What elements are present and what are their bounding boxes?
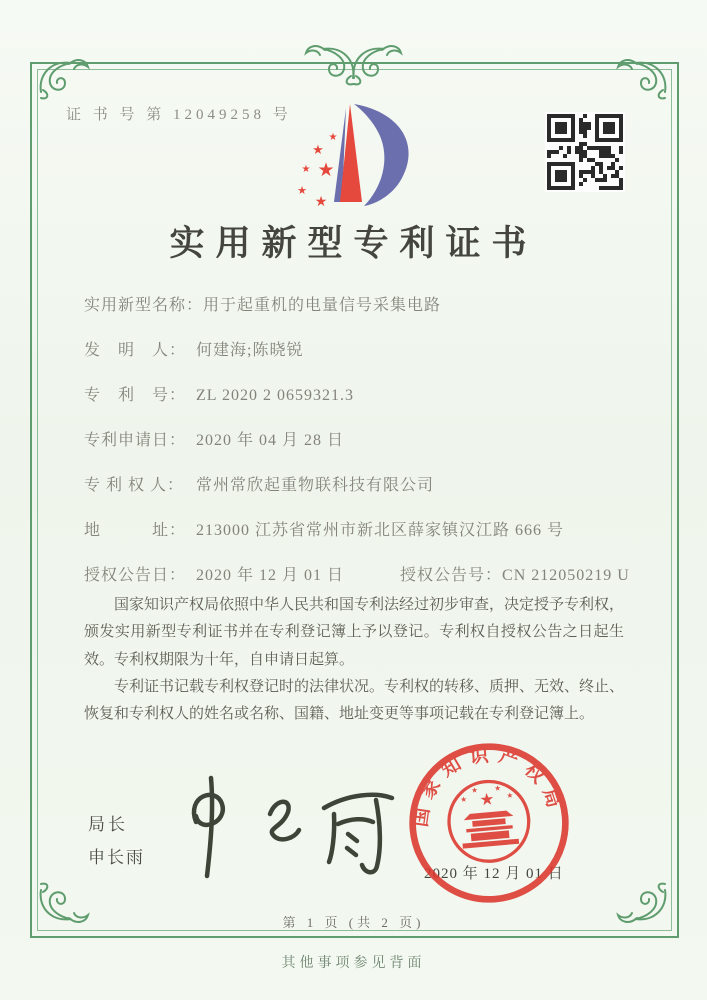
field-label: 专 利 号：	[84, 387, 187, 404]
reverse-side-note: 其他事项参见背面	[281, 956, 426, 971]
field-label: 专 利 权 人：	[84, 477, 185, 494]
field-label: 专利申请日：	[84, 432, 187, 449]
field-row	[84, 339, 655, 384]
statutory-text	[84, 592, 624, 728]
paragraph: 专利证书记载专利权登记时的法律状况。专利权的转移、质押、无效、终止、恢复和专利权人的姓名或名称、国籍、地址变更等事项记载在专利登记簿上。	[84, 678, 625, 723]
field-value: 何建海;陈晓锐	[196, 342, 304, 359]
field-row	[84, 429, 655, 474]
grant-date-label: 授权公告日：	[84, 567, 187, 584]
flourish-icon	[616, 56, 668, 100]
svg-text:★: ★	[297, 184, 307, 197]
field-row	[84, 384, 655, 429]
flourish-icon	[38, 56, 90, 100]
flourish-icon	[304, 42, 356, 86]
field-row	[84, 294, 655, 339]
svg-text:★: ★	[478, 789, 496, 810]
svg-text:★: ★	[317, 159, 335, 181]
svg-text:★: ★	[506, 790, 514, 801]
svg-text:★: ★	[301, 164, 311, 175]
cnipa-official-seal	[399, 733, 579, 913]
paragraph: 国家知识产权局依照中华人民共和国专利法经过初步审查，决定授予专利权，颁发实用新型专利证书并在专利登记簿上予以登记。专利权自授权公告之日起生效。专利权期限为十年，自申请日起算。	[84, 597, 625, 668]
director-name: 申长雨	[88, 848, 145, 867]
field-value: 213000 江苏省常州市新北区薛家镇汉江路 666 号	[196, 522, 565, 539]
svg-text:★: ★	[314, 194, 328, 210]
certificate-number: 证 书 号 第 12049258 号	[66, 107, 292, 123]
svg-text:★: ★	[328, 132, 338, 143]
svg-text:★: ★	[312, 143, 324, 158]
page-number: 第 1 页 (共 2 页)	[282, 915, 425, 930]
flourish-icon	[351, 42, 403, 86]
svg-text:★: ★	[493, 783, 502, 793]
field-label: 实用新型名称：	[84, 297, 204, 314]
field-row	[84, 474, 655, 519]
qr-code	[545, 112, 625, 192]
field-value: 常州常欣起重物联科技有限公司	[196, 477, 435, 494]
seal-date: 2020 年 12 月 01 日	[424, 866, 564, 882]
field-value: ZL 2020 2 0659321.3	[196, 387, 354, 404]
grant-no: CN 212050219 U	[502, 567, 630, 584]
star-icon	[297, 132, 337, 210]
field-row	[84, 519, 655, 564]
certificate-fields	[84, 294, 655, 609]
grant-date: 2020 年 12 月 01 日	[196, 567, 345, 584]
grant-no-label: 授权公告号：	[400, 567, 503, 584]
svg-text:★: ★	[459, 794, 468, 805]
director-signature	[158, 770, 408, 885]
field-label: 地 址：	[84, 522, 187, 539]
field-value: 2020 年 04 月 28 日	[196, 432, 345, 449]
field-label: 发 明 人：	[84, 342, 187, 359]
certificate-title: 实用新型专利证书	[169, 224, 538, 263]
cnipa-patent-logo-icon	[288, 98, 424, 210]
director-title: 局长	[88, 815, 128, 834]
field-value: 用于起重机的电量信号采集电路	[203, 297, 442, 314]
svg-text:★: ★	[470, 785, 479, 795]
national-emblem-icon	[446, 778, 532, 864]
seal-text: 国家知识产权局	[410, 744, 567, 829]
